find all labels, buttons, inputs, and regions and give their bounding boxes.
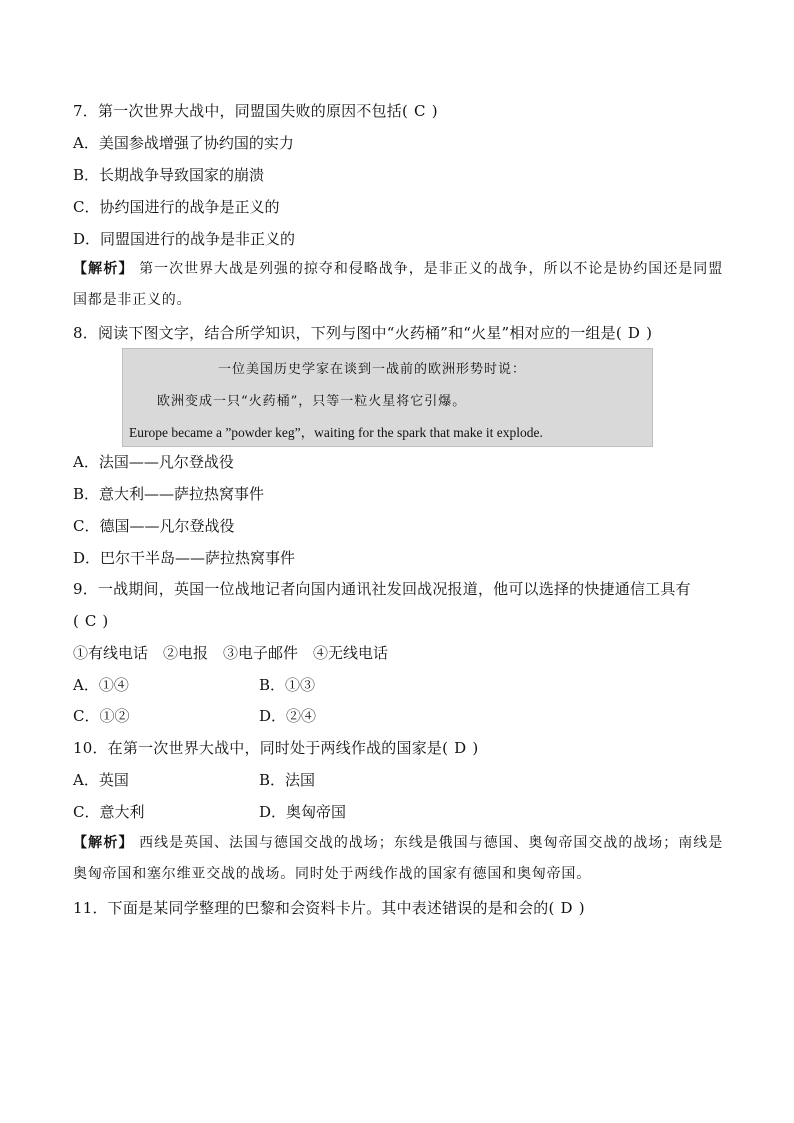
q8-option-b: B．意大利——萨拉热窝事件 (73, 485, 265, 503)
q9-choices: ①有线电话 ②电报 ③电子邮件 ④无线电话 (73, 644, 389, 662)
q7-option-a: A．美国参战增强了协约国的实力 (73, 134, 294, 152)
q7-stem: 7．第一次世界大战中，同盟国失败的原因不包括( C ) (73, 102, 438, 120)
q10-option-d: D．奥匈帝国 (259, 803, 347, 821)
q9-option-a: A．①④ (73, 676, 129, 694)
q10-option-c: C．意大利 (73, 803, 145, 821)
quote-box (122, 348, 653, 447)
q8-option-a: A．法国——凡尔登战役 (73, 453, 234, 471)
q9-answer: C (84, 612, 97, 630)
q10-stem: 10．在第一次世界大战中，同时处于两线作战的国家是( D ) (73, 739, 479, 757)
q8-stem: 8．阅读下图文字，结合所学知识，下列与图中“火药桶”和“火星”相对应的一组是( D ) (73, 324, 653, 342)
q7-explanation-text: 第一次世界大战是列强的掠夺和侵略战争，是非正义的战争，所以不论是协约国还是同盟国都是非正义的。 (73, 261, 723, 308)
q7-explanation-tag: 【解析】 (73, 261, 134, 277)
q8-answer: D (627, 324, 641, 342)
q10-explanation-tag: 【解析】 (73, 835, 134, 851)
quote-line-2: 欧洲变成一只“火药桶”，只等一粒火星将它引爆。 (157, 394, 467, 409)
q10-answer: D (454, 739, 467, 757)
q10-explanation-text: 西线是英国、法国与德国交战的战场；东线是俄国与德国、奥匈帝国交战的战场；南线是奥匈帝国和塞尔维亚交战的战场。同时处于两线作战的国家有德国和奥匈帝国。 (73, 835, 723, 882)
q10-option-b: B．法国 (259, 771, 316, 789)
q7-explanation (73, 254, 723, 316)
q7-option-c: C．协约国进行的战争是正义的 (73, 198, 280, 216)
q11-stem: 11．下面是某同学整理的巴黎和会资料卡片。其中表述错误的是和会的( D ) (73, 899, 585, 917)
q8-option-c: C．德国——凡尔登战役 (73, 517, 235, 535)
q8-option-d: D．巴尔干半岛——萨拉热窝事件 (73, 549, 296, 567)
quote-line-3: Europe became a ”powder keg”，waiting for the spark that make it explode. (129, 425, 543, 440)
q10-explanation (73, 828, 723, 890)
q7-option-d: D．同盟国进行的战争是非正义的 (73, 230, 296, 248)
q9-stem: 9．一战期间，英国一位战地记者向国内通讯社发回战况报道，他可以选择的快捷通信工具有 (73, 580, 691, 598)
q9-option-d: D．②④ (259, 707, 317, 725)
q11-answer: D (560, 899, 573, 917)
q9-option-c: C．①② (73, 707, 130, 725)
q9-answer-line: ( C ) (73, 612, 109, 630)
q7-answer: C (414, 102, 426, 120)
quote-line-1: 一位美国历史学家在谈到一战前的欧洲形势时说： (218, 362, 527, 377)
q9-option-b: B．①③ (259, 676, 316, 694)
q10-option-a: A．英国 (73, 771, 129, 789)
q7-option-b: B．长期战争导致国家的崩溃 (73, 166, 265, 184)
